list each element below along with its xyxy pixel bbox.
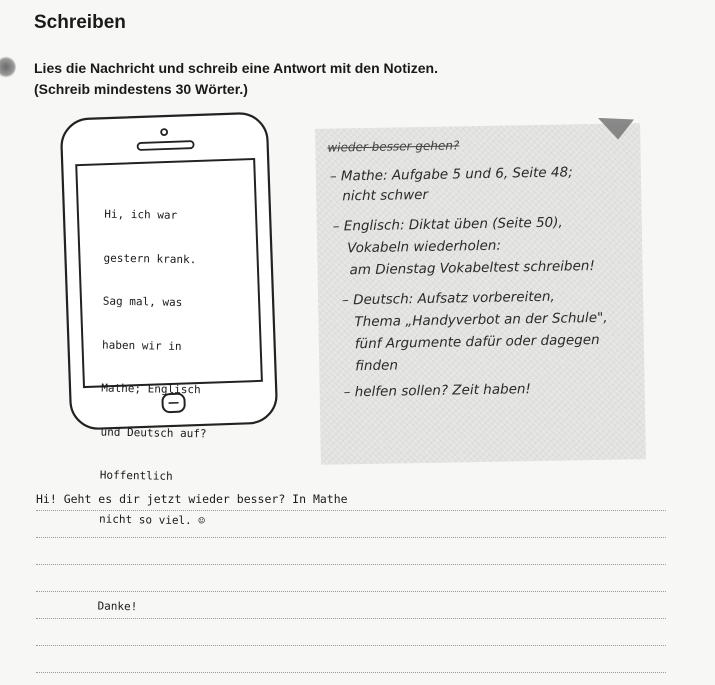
answer-line[interactable] — [36, 646, 666, 673]
answer-line[interactable] — [36, 592, 666, 619]
note-item: Thema „Handyverbot an der Schule", — [354, 309, 608, 331]
instruction-line-1: Lies die Nachricht und schreib eine Antwort mit den Notizen. — [34, 60, 438, 76]
answer-line[interactable] — [36, 484, 666, 511]
answer-line[interactable] — [36, 538, 666, 565]
message-line: haben wir in — [101, 338, 182, 353]
note-item: – Englisch: Diktat üben (Seite 50), — [332, 214, 563, 235]
message-line: und Deutsch auf? — [100, 425, 207, 440]
note-item: finden — [355, 357, 399, 375]
answer-line[interactable] — [36, 565, 666, 592]
message-line: Hoffentlich — [99, 468, 173, 483]
note-item: – Deutsch: Aufsatz vorbereiten, — [341, 288, 555, 309]
note-item: – Mathe: Aufgabe 5 und 6, Seite 48; — [329, 164, 573, 185]
message-line: Hi, ich war — [104, 207, 178, 222]
answer-line[interactable] — [36, 619, 666, 646]
note-item: – helfen sollen? Zeit haben! — [343, 381, 532, 401]
answer-lines — [36, 484, 666, 673]
notes-card — [315, 123, 646, 465]
note-item: am Dienstag Vokabeltest schreiben! — [349, 258, 595, 279]
message-line: Danke! — [97, 599, 138, 613]
note-item: nicht schwer — [342, 186, 429, 205]
instruction — [34, 58, 438, 100]
message-line: gestern krank. — [103, 251, 197, 266]
instruction-line-2: (Schreib mindestens 30 Wörter.) — [34, 81, 248, 97]
message-line: nicht so viel. ☺ — [98, 512, 206, 527]
message-line: Sag mal, was — [102, 294, 183, 309]
message-line: Mathe; Englisch — [101, 381, 201, 397]
answer-line[interactable] — [36, 511, 666, 538]
note-item: fünf Argumente dafür oder dagegen — [354, 331, 600, 353]
note-item: Vokabeln wiederholen: — [347, 237, 502, 257]
bullet-dot-icon — [0, 56, 16, 78]
page-title: Schreiben — [34, 12, 126, 33]
notes-struck-heading: wieder besser gehen? — [327, 138, 460, 155]
notes-list — [327, 136, 609, 401]
answer-start-text: Hi! Geht es dir jetzt wieder besser? In Mathe — [36, 492, 354, 506]
